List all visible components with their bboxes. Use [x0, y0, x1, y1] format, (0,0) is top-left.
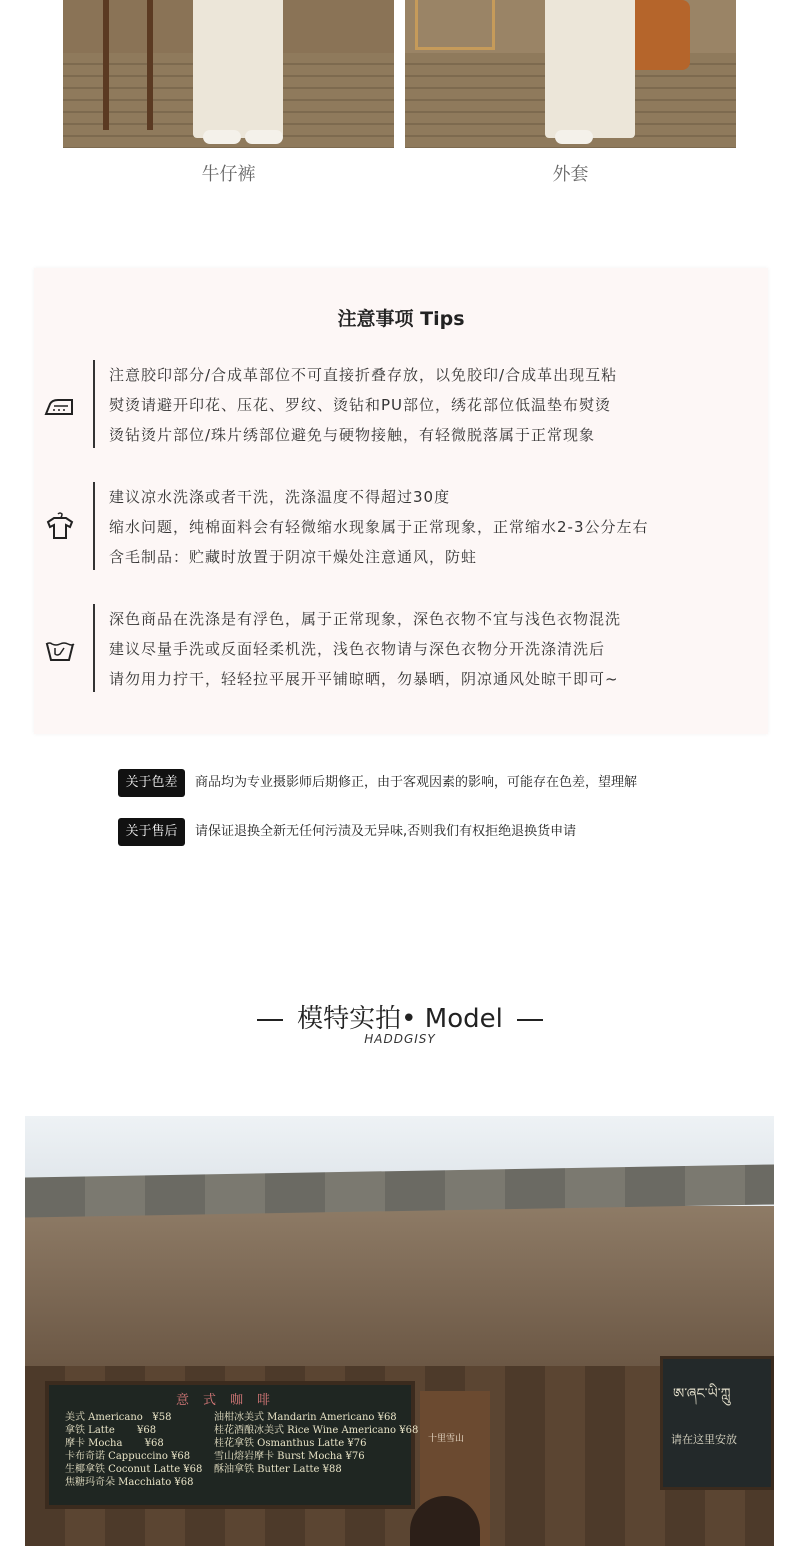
tip-group-colors	[34, 604, 768, 696]
tip-line: 请勿用力拧干，轻轻拉平展开平铺晾晒，勿暴晒，阴凉通风处晾干即可~	[109, 670, 619, 688]
notice-badge: 关于色差	[118, 769, 185, 797]
product-photo-coat	[405, 0, 736, 148]
menu-column-right: 油柑冰美式 Mandarin Americano ¥68 桂花酒酿冰美式 Rice Wine Americano ¥68 桂花拿铁 Osmanthus Latte ¥76 雪山熔岩摩卡 Burst Mocha ¥76 酥油拿铁 Butter Latte ¥88	[214, 1412, 419, 1475]
iron-icon	[44, 392, 76, 420]
model-photo	[25, 1116, 774, 1546]
notice-badge: 关于售后	[118, 818, 185, 846]
tip-divider	[93, 360, 95, 448]
shop-sign-text: 十里雪山	[428, 1434, 465, 1444]
title-dash-right	[517, 1019, 543, 1021]
title-dash-left	[257, 1019, 283, 1021]
photo-caption-left: 牛仔裤	[201, 164, 256, 185]
hanging-shirt-icon	[44, 512, 76, 540]
shoe	[555, 130, 593, 144]
white-pants	[193, 0, 283, 138]
wooden-stool	[103, 0, 153, 130]
tip-line: 建议凉水洗涤或者干洗，洗涤温度不得超过30度	[109, 488, 451, 506]
brand-subtitle: HADDGISY	[364, 1032, 436, 1046]
folding-chair	[415, 0, 495, 50]
tip-group-ironing	[34, 360, 768, 452]
menu-column-left: 美式 Americano ¥58 拿铁 Latte ¥68 摩卡 Mocha ¥68 卡布奇诺 Cappuccino ¥68 生椰拿铁 Coconut Latte ¥68 焦糖玛奇朵 Macchiato ¥68	[65, 1412, 203, 1488]
tip-divider	[93, 482, 95, 570]
tibetan-script: ཨ་ཞང་ཡི་ཀླུ	[673, 1386, 731, 1402]
photo-caption-right: 外套	[552, 164, 589, 185]
menu-title: 意式咖啡	[175, 1393, 284, 1408]
model-section-title	[0, 998, 800, 1035]
hand-wash-icon	[44, 636, 76, 664]
wooden-beam	[25, 1206, 774, 1366]
white-pants	[545, 0, 635, 138]
shoe	[203, 130, 241, 144]
notice-text: 商品均为专业摄影师后期修正，由于客观因素的影响，可能存在色差，望理解	[195, 775, 638, 790]
tip-line: 建议尽量手洗或反面轻柔机洗，浅色衣物请与深色衣物分开洗涤清洗后	[109, 640, 606, 658]
tip-group-washing	[34, 482, 768, 574]
menu-chalkboard	[45, 1381, 419, 1509]
tip-line: 熨烫请避开印花、压花、罗纹、烫钻和PU部位，绣花部位低温垫布熨烫	[109, 396, 612, 414]
product-photo-jeans	[63, 0, 394, 148]
tip-line: 烫钻烫片部位/珠片绣部位避免与硬物接触，有轻微脱落属于正常现象	[109, 426, 596, 444]
tip-line: 缩水问题，纯棉面料会有轻微缩水现象属于正常现象，正常缩水2-3公分左右	[109, 518, 649, 536]
tip-line: 注意胶印部分/合成革部位不可直接折叠存放，以免胶印/合成革出现互粘	[109, 366, 618, 384]
right-sign-text: 请在这里安放	[671, 1433, 737, 1446]
tip-divider	[93, 604, 95, 692]
care-tips-panel	[34, 268, 768, 734]
model-title-text: 模特实拍• Model	[297, 1004, 503, 1034]
tip-line: 深色商品在洗涤是有浮色，属于正常现象，深色衣物不宜与浅色衣物混洗	[109, 610, 622, 628]
tips-title: 注意事项 Tips	[337, 308, 465, 330]
notice-text: 请保证退换全新无任何污渍及无异味,否则我们有权拒绝退换货申请	[195, 824, 577, 839]
right-chalkboard	[660, 1356, 774, 1490]
shoe	[245, 130, 283, 144]
tip-line: 含毛制品：贮藏时放置于阴凉干燥处注意通风，防蛀	[109, 548, 478, 566]
